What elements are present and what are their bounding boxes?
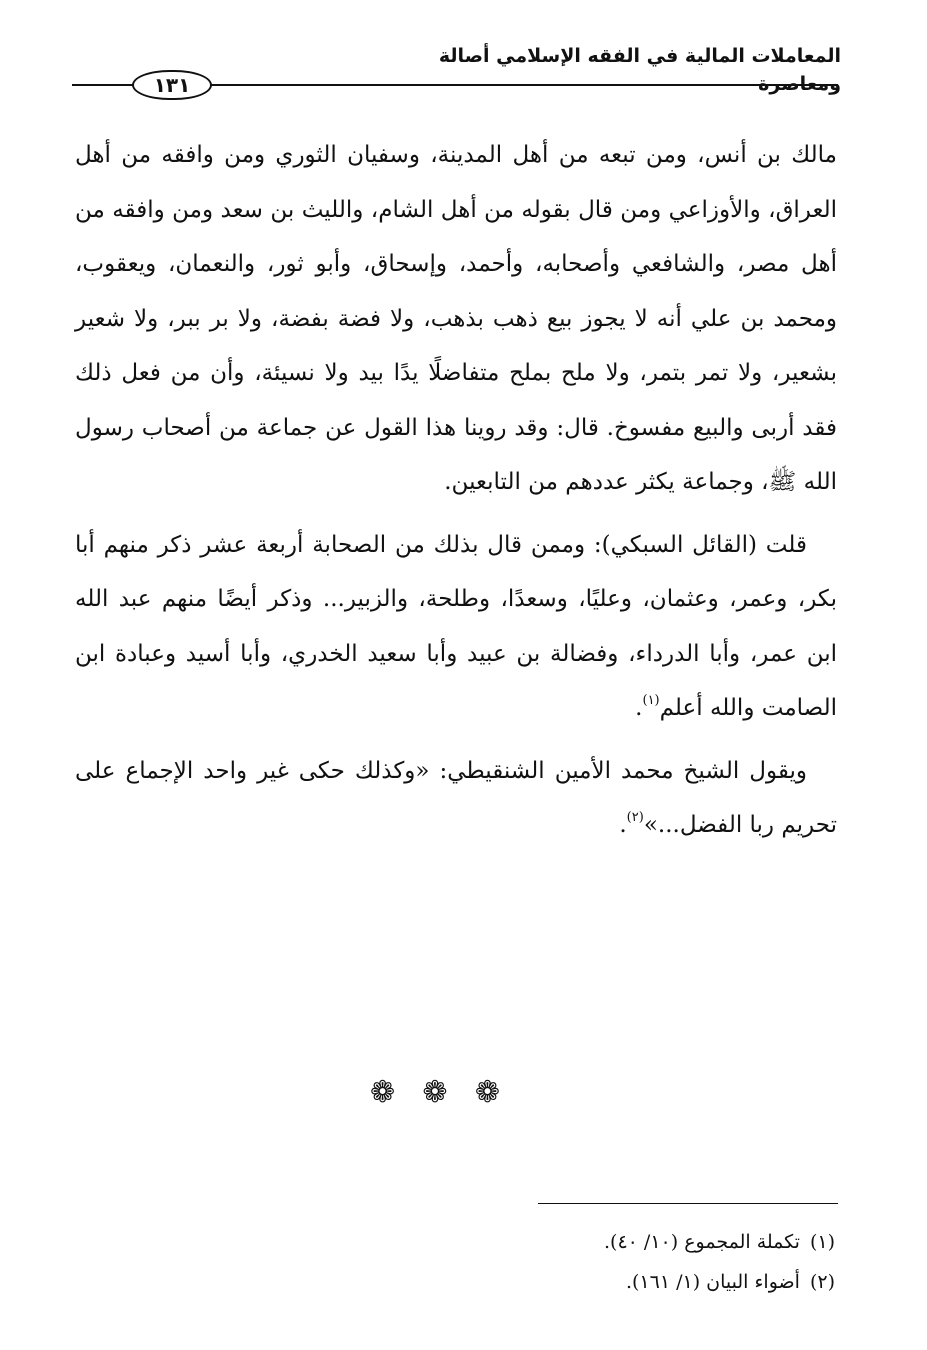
footnote-rule [538, 1203, 838, 1204]
paragraph-3 [75, 744, 837, 853]
footnote-1 [315, 1222, 835, 1262]
footnote-text: أضواء البيان (١/ ١٦١). [625, 1271, 800, 1293]
running-header-title: المعاملات المالية في الفقه الإسلامي أصالة ومعاصرة [438, 45, 841, 95]
paragraph-2 [75, 518, 837, 736]
section-ornament [370, 1073, 500, 1113]
footnote-ref-1: (١) [642, 693, 660, 708]
paragraph-2-text: قلت (القائل السبكي): وممن قال بذلك من الصحابة أربعة عشر ذكر منهم أبا بكر، وعمر، وعثمان، وعليًا، وسعدًا، وطلحة، والزبير... وذكر أيضًا منهم عبد الله ابن عمر، وأبا الدرداء، وفضالة بن عبيد وأبا سعيد الخدري، وأبا أسيد وعبادة ابن الصامت والله أعلم [75, 531, 837, 721]
footnotes [315, 1222, 835, 1302]
paragraph-3-end: . [619, 812, 627, 838]
page-number: ١٣١ [132, 70, 212, 100]
paragraph-2-end: . [635, 695, 643, 721]
flower-ornament-icon: ❁ [474, 1075, 500, 1110]
footnote-2 [315, 1262, 835, 1302]
paragraph-1: مالك بن أنس، ومن تبعه من أهل المدينة، وسفيان الثوري ومن وافقه من أهل العراق، والأوزاعي ومن قال بقوله من أهل الشام، والليث بن سعد ومن وافقه من أهل مصر، والشافعي وأصحابه، وأحمد، وإسحاق، وأبو ثور، والنعمان، ويعقوب، ومحمد بن علي أنه لا يجوز بيع ذهب بذهب، ولا فضة بفضة، ولا بر ببر، ولا شعير بشعير، ولا تمر بتمر، ولا ملح بملح متفاضلًا يدًا بيد ولا نسيئة، وأن من فعل ذلك فقد أربى والبيع مفسوخ. قال: وقد روينا هذا القول عن جماعة من أصحاب رسول الله ﷺ، وجماعة يكثر عددهم من التابعين. [75, 142, 837, 495]
footnote-number: (٢) [809, 1271, 835, 1293]
main-text [75, 128, 837, 853]
footnote-ref-2: (٢) [626, 810, 644, 825]
flower-ornament-icon: ❁ [370, 1075, 396, 1110]
footnote-number: (١) [809, 1231, 835, 1253]
paragraph-3-text: ويقول الشيخ محمد الأمين الشنقيطي: «وكذلك حكى غير واحد الإجماع على تحريم ربا الفضل...» [75, 757, 837, 838]
footnote-text: تكملة المجموع (١٠/ ٤٠). [604, 1231, 800, 1253]
flower-ornament-icon: ❁ [422, 1075, 448, 1110]
